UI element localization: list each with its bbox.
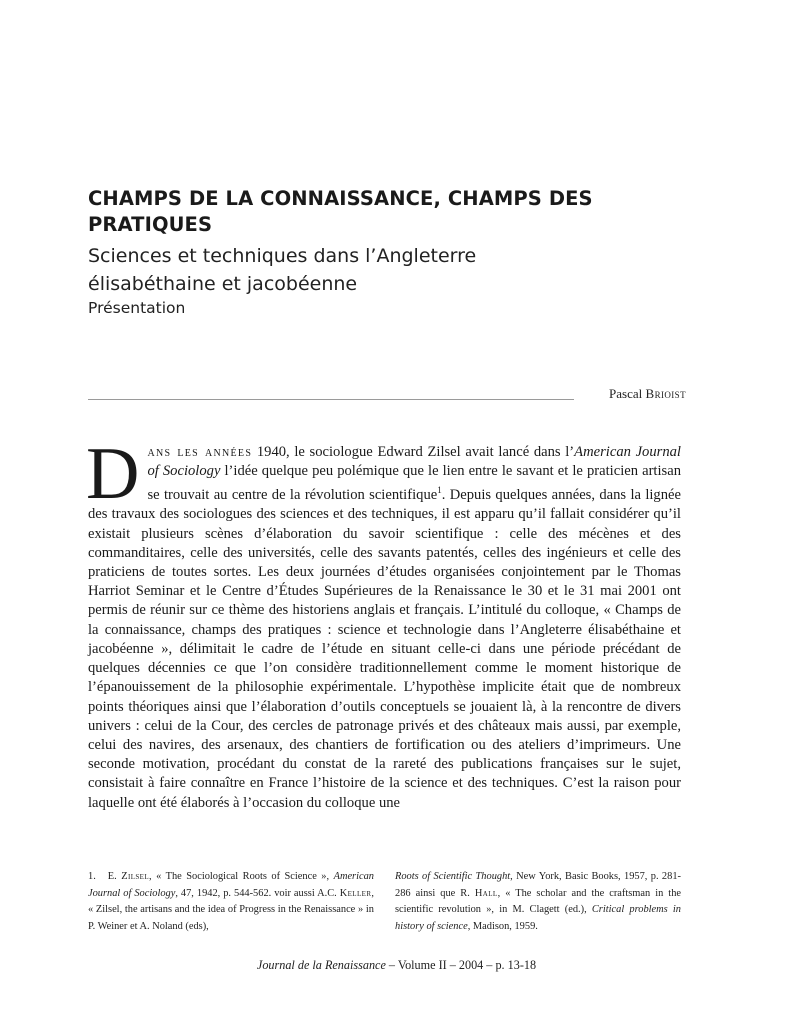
author-last-name: Brioist: [645, 386, 686, 401]
article-body: [86, 433, 681, 813]
footnote-text: , « The Sociological Roots of Science »,: [149, 871, 330, 882]
footer-details: – Volume II – 2004 – p. 13-18: [385, 958, 537, 972]
footnote-text: , New York, Basic Books, 1957, p. 281-286 ainsi que R.: [395, 871, 681, 899]
footer-journal-name: Journal de la Renaissance: [256, 958, 386, 972]
article-subtitle: [88, 242, 708, 298]
footnote-author-zilsel: Zilsel: [121, 871, 150, 882]
article-header: [88, 186, 708, 298]
footnote-book-title: Roots of Scientific Thought: [395, 871, 511, 882]
footnote-text: , Madison, 1959.: [467, 920, 538, 932]
footnote-column-left: [88, 869, 374, 935]
author-first-name: Pascal: [609, 386, 643, 401]
subtitle-line-2: élisabéthaine et jacobéenne: [88, 273, 358, 295]
drop-cap: D: [86, 433, 140, 515]
page-footer: [0, 958, 793, 973]
footnote-text: , « The scholar and the craftsman in the scientific revolution », in M. Clagett (ed.),: [395, 887, 681, 916]
body-segment-2: l’idée quelque peu polémique que le lien entre le savant et le praticien artisan se trouvait au centre de la révolution scientifique: [147, 463, 681, 504]
footnote-text: , 47, 1942, p. 544-562. voir aussi A.C.: [175, 887, 340, 899]
subtitle-line-1: Sciences et techniques dans l’Angleterre: [88, 245, 477, 267]
lead-in-caps: ans les années: [147, 444, 253, 460]
footnote-number: 1.: [88, 871, 96, 882]
body-segment-1: 1940, le sociologue Edward Zilsel avait lancé dans l’: [252, 444, 575, 460]
footnote-author-keller: Keller: [339, 887, 372, 899]
author-name: [609, 386, 686, 402]
footnote-column-right: [395, 869, 681, 935]
section-label: Présentation: [88, 299, 186, 317]
footnote-book-title: Critical problems in history of science: [395, 904, 681, 932]
footnote-journal: American Journal of Sociology: [88, 871, 374, 899]
footnote-text: , « Zilsel, the artisans and the idea of Progress in the Renaissance » in P. Weiner et A. Noland (eds),: [88, 887, 375, 932]
author-divider: [88, 399, 574, 400]
footnote-reference[interactable]: 1: [437, 485, 442, 496]
footnotes: [88, 869, 681, 935]
footnote-author-hall: Hall: [474, 887, 498, 899]
footnote-text: E.: [107, 871, 122, 882]
journal-title-italic: American Journal of Sociology: [147, 444, 681, 480]
body-segment-3: . Depuis quelques années, dans la lignée des travaux des sociologues des sciences et des techniques, il est apparu qu’il fallait considérer qu’il existait plusieurs scènes d’élaboration du savoir scientifique : celle des mécènes et des commanditaires, celle des universités, celle des savants patentés, celles des ingénieurs et celle des praticiens de toutes sortes. Les deux journées d’études organisées conjointement par le Thomas Harriot Seminar et le Centre d’Études Supérieures de la Renaissance le 30 et le 31 mai 2001 ont permis de réunir sur ce thème des historiens anglais et français. L’intitulé du colloque, « Champs de la connaissance, champs des pratiques : science et technologie dans l’Angleterre élisabéthaine et jacobéenne », délimitait le cadre de l’étude en situant celle-ci dans une période précédant de quelques décennies ce que l’on considère traditionnellement comme le moment historique de l’épanouissement de la philosophie expérimentale. L’hypothèse implicite était que de nombreux points théoriques ainsi que l’élaboration d’outils conceptuels se jouaient là, à la rencontre de divers univers : celui de la Cour, des cercles de patronage privés et des châteaux mais aussi, par exemple, celui des navires, des arsenaux, des chantiers de fortification ou des ateliers d’imprimeurs. Une seconde motivation, procédant du constat de la rareté des publications françaises sur le sujet, consistait à faire connaître en France l’histoire de la science et des techniques. C’est la raison pour laquelle ont été élaborés à l’occasion du colloque une: [88, 487, 681, 811]
article-title: CHAMPS DE LA CONNAISSANCE, CHAMPS DES PRATIQUES: [88, 187, 593, 236]
